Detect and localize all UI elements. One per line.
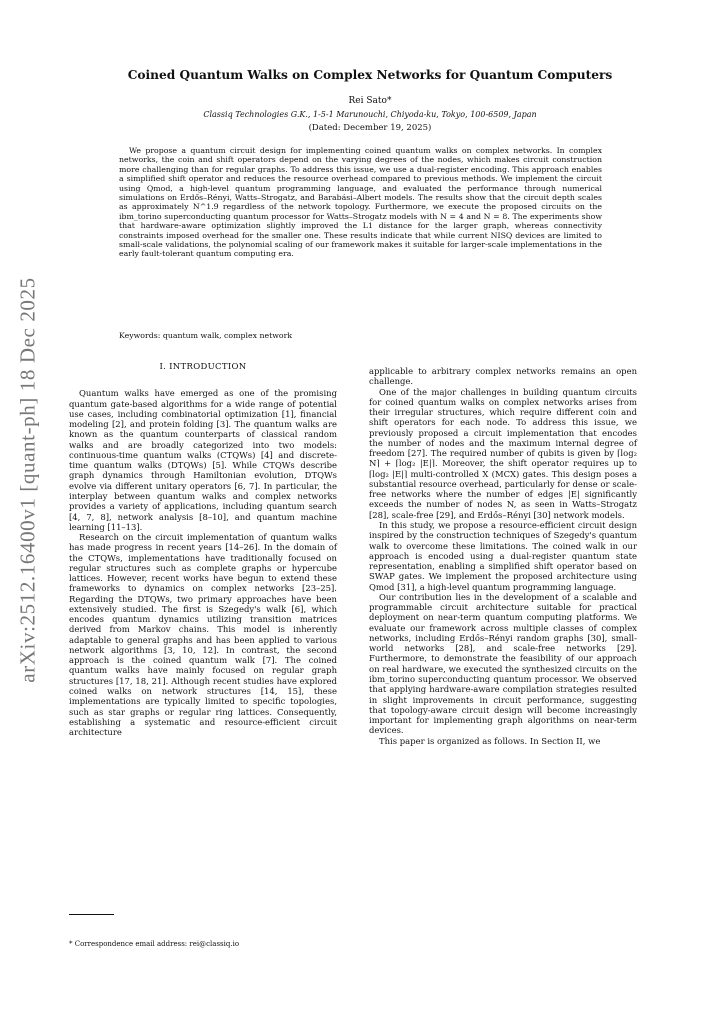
intro-paragraph-3: One of the major challenges in building quantum circuits for coined quantum walks on complex networks arises from their irregular structures, which require different coin and shift operators for each node. To address this issue, we previously proposed a circuit implementation that encodes the number of nodes and the maximum internal degree of freedom [27]. The required number of qubits is given by ⌈log₂ N⌉ + ⌈log₂ |E|⌉. Moreover, the shift operator requires up to ⌈log₂ |E|⌉ multi-controlled X (MCX) gates. This design poses a substantial resource overhead, particularly for dense or scale-free networks where the number of edges |E| significantly exceeds the number of nodes N, as seen in Watts–Strogatz [28], scale-free [29], and Erdős–Rényi [30] network models. [369, 386, 637, 520]
author-name: Rei Sato* [348, 96, 392, 106]
right-column [369, 366, 637, 746]
intro-paragraph-2: Research on the circuit implementation of quantum walks has made progress in recent years [14–26]. In the domain of the CTQWs, implementations have traditionally focused on regular structures such as complete graphs or hypercube lattices. However, recent works have begun to extend these frameworks to dynamics on complex networks [23–25]. Regarding the DTQWs, two primary approaches have been extensively studied. The first is Szegedy's walk [6], which encodes quantum dynamics utilizing transition matrices derived from Markov chains. This model is inherently adaptable to general graphs and has been applied to various network algorithms [3, 10, 12]. In contrast, the second approach is the coined quantum walk [7]. The coined quantum walks have mainly focused on regular graph structures [17, 18, 21]. Although recent studies have explored coined walks on network structures [14, 15], these implementations are typically limited to specific topologies, such as star graphs or regular ring lattices. Consequently, establishing a systematic and resource-efficient circuit architecture [69, 532, 337, 738]
date-line: (Dated: December 19, 2025) [308, 123, 432, 133]
left-column [69, 362, 337, 737]
intro-paragraph-6: This paper is organized as follows. In Section II, we [379, 735, 601, 746]
abstract-text: We propose a quantum circuit design for implementing coined quantum walks on complex networks. In complex networks, the coin and shift operators depend on the varying degrees of the nodes, which makes circuit construction more challenging than for regular graphs. To address this issue, we use a dual-register encoding. This approach enables a simplified shift operator and reduces the resource overhead compared to previous methods. We implement the circuit using Qmod, a high-level quantum programming language, and evaluated the performance through numerical simulations on Erdős–Rényi, Watts–Strogatz, and Barabási–Albert models. The results show that the circuit depth scales as approximately N^1.9 regardless of the network topology. Furthermore, we execute the proposed circuits on the ibm_torino superconducting quantum processor for Watts–Strogatz models with N = 4 and N = 8. The experiments show that hardware-aware optimization slightly improved the L1 distance for the larger graph, whereas connectivity constraints imposed overhead for the smaller one. These results indicate that while current NISQ devices are limited to small-scale validations, the polynomial scaling of our framework makes it suitable for larger-scale implementations in the early fault-tolerant quantum computing era. [119, 146, 602, 259]
arxiv-identifier: arXiv:2512.16400v1 [quant-ph] 18 Dec 2025 [15, 277, 40, 683]
footnote: * Correspondence email address: rei@classiq.io [69, 940, 240, 948]
paper-title: Coined Quantum Walks on Complex Networks for Quantum Computers [127, 68, 613, 82]
section-heading: I. INTRODUCTION [159, 362, 247, 372]
abstract [119, 146, 602, 259]
keywords: Keywords: quantum walk, complex network [119, 331, 293, 340]
intro-paragraph-4: In this study, we propose a resource-efficient circuit design inspired by the construction techniques of Szegedy's quantum walk to overcome these limitations. The coined walk in our approach is encoded using a dual-register quantum state representation, enabling a simplified shift operator based on SWAP gates. We implement the proposed architecture using Qmod [31], a high-level quantum programming language. [369, 519, 637, 592]
footnote-rule [69, 914, 114, 915]
intro-paragraph-5: Our contribution lies in the development of a scalable and programmable circuit architecture suitable for practical deployment on near-term quantum computing platforms. We evaluate our framework across multiple classes of complex networks, including Erdős–Rényi random graphs [30], small-world networks [28], and scale-free networks [29]. Furthermore, to demonstrate the feasibility of our approach on real hardware, we executed the synthesized circuits on the ibm_torino superconducting quantum processor. We observed that applying hardware-aware compilation strategies resulted in slight improvements in circuit performance, suggesting that topology-aware circuit design will become increasingly important for implementing graph algorithms on near-term devices. [369, 591, 637, 736]
intro-paragraph-1: Quantum walks have emerged as one of the promising quantum gate-based algorithms for a wide range of potential use cases, including combinatorial optimization [1], financial modeling [2], and protein folding [3]. The quantum walks are known as the quantum counterparts of classical random walks and are broadly categorized into two models: continuous-time quantum walks (CTQWs) [4] and discrete-time quantum walks (DTQWs) [5]. While CTQWs describe graph dynamics through Hamiltonian evolution, DTQWs evolve via different unitary operators [6, 7]. In particular, the interplay between quantum walks and complex networks provides a variety of applications, including quantum search [4, 7, 8], network analysis [8–10], and quantum machine learning [11–13]. [69, 388, 337, 532]
author-affiliation: Classiq Technologies G.K., 1-5-1 Marunouchi, Chiyoda-ku, Tokyo, 100-6509, Japan [203, 110, 537, 119]
intro-paragraph-continued: applicable to arbitrary complex networks remains an open challenge. [369, 366, 637, 387]
arxiv-sidebar [8, 270, 48, 690]
